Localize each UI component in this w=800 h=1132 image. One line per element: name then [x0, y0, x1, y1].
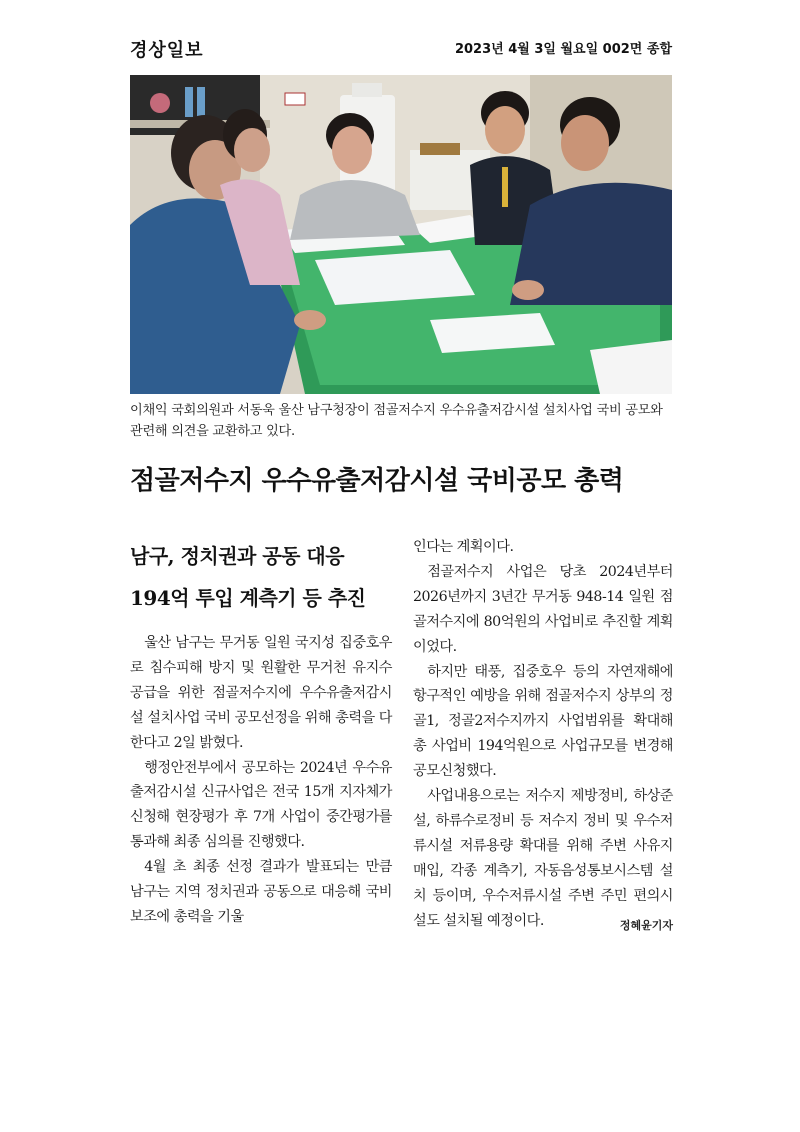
reporter-byline: 정혜윤기자 [619, 918, 673, 932]
article-headline: 점골저수지 우수유출저감시설 국비공모 총력 [130, 466, 624, 496]
article-paragraph: 행정안전부에서 공모하는 2024년 우수유출저감시설 신규사업은 전국 15개 지자체가 신청해 현장평가 후 7개 사업이 중간평가를 통과해 최종 심의를 진행했다. [130, 759, 392, 851]
subheadline-1: 남구, 정치권과 공동 대응 [130, 544, 345, 568]
photo-caption: 이채익 국회의원과 서동욱 울산 남구청장이 점골저수지 우수유출저감시설 설치사업 국비 공모와 관련해 의견을 교환하고 있다. [130, 403, 663, 439]
article-paragraph: 4월 초 최종 선정 결과가 발표되는 만큼 남구는 지역 정치권과 공동으로 대응해 국비보조에 총력을 기울 [130, 859, 392, 925]
article-paragraph: 울산 남구는 무거동 일원 국지성 집중호우로 침수피해 방지 및 원활한 무거천 유지수 공급을 위한 점골저수지에 우수유출저감시설 설치사업 국비 공모선정을 위해 총력을 다한다고 2일 밝혔다. [130, 635, 392, 751]
article-column-left [130, 535, 392, 930]
article-paragraph: 하지만 태풍, 집중호우 등의 자연재해에 항구적인 예방을 위해 점골저수지 상부의 정골1, 정골2저수지까지 사업범위를 확대해 총 사업비 194억원으로 사업규모를 변경해 공모신청했다. [413, 663, 673, 780]
news-photo [130, 75, 672, 394]
article-column-right [413, 535, 673, 939]
article-paragraph-continuation: 인다는 계획이다. [413, 539, 514, 555]
article-paragraph [413, 784, 673, 933]
article-paragraph: 점골저수지 사업은 당초 2024년부터 2026년까지 3년간 무거동 948-14 일원 점골저수지에 80억원의 사업비로 추진할 계획이었다. [413, 563, 673, 655]
article-paragraph-text: 사업내용으로는 저수지 제방정비, 하상준설, 하류수로정비 등 저수지 정비 및 우수저류시설 저류용량 확대를 위해 주변 사유지 매입, 각종 계측기, 자동음성통보시스템 설치 등이며, 우수저류시설 주변 주민 편의시설도 설치될 예정이다. [413, 788, 673, 929]
masthead [130, 36, 672, 62]
newspaper-name: 경상일보 [130, 40, 204, 61]
date-page-line: 2023년 4월 3일 월요일 002면 종합 [454, 42, 672, 57]
subheadline-2: 194억 투입 계측기 등 추진 [130, 586, 366, 610]
